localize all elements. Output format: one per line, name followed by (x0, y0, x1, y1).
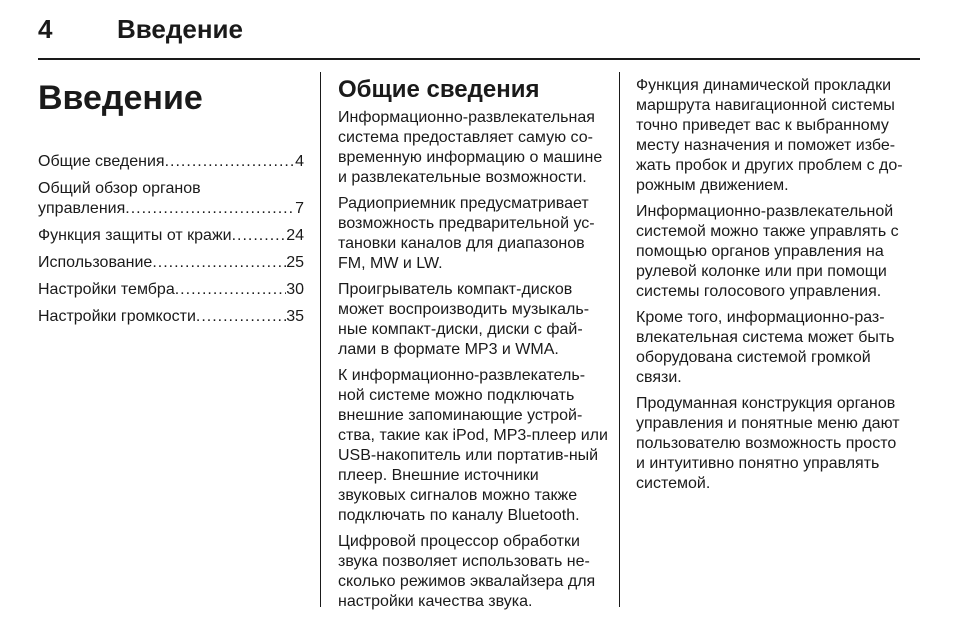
toc-column (38, 70, 304, 334)
toc-leader (196, 307, 286, 327)
toc-label: Использование (38, 254, 153, 271)
toc-label: Общие сведения (38, 153, 165, 170)
toc-entry[interactable] (38, 226, 304, 246)
running-title: Введение (117, 14, 243, 44)
body-column-right (636, 76, 906, 500)
header-rule (38, 58, 920, 60)
body-paragraph: Проигрыватель компакт-дисков может воспроизводить музыкаль-ные компакт-диски, диски с фай-лами в формате MP3 и WMA. (338, 281, 590, 358)
toc-page: 4 (295, 153, 304, 170)
toc-page: 24 (286, 227, 304, 244)
toc-entry[interactable] (38, 152, 304, 172)
toc-page: 30 (286, 281, 304, 298)
body-paragraph: Цифровой процессор обработки звука позволяет использовать не-сколько режимов эквалайзера для настройки качества звука. (338, 533, 596, 610)
toc-label-line1: Общий обзор органов (38, 180, 201, 197)
toc-leader (175, 280, 286, 300)
toc-entry[interactable] (38, 307, 304, 327)
body-paragraph: К информационно-развлекатель-ной системе можно подключать внешние запоминающие устрой-ства, такие как iPod, MP3-плеер или USB-накопитель или портатив-ный плеер. Внешние источники звуковых сигналов можно также подключать по каналу Bluetooth. (338, 367, 608, 524)
toc-label: Настройки тембра (38, 281, 175, 298)
toc-label: управления (38, 200, 126, 217)
page-number: 4 (38, 14, 53, 44)
toc-label: Функция защиты от кражи (38, 227, 232, 244)
body-paragraph: Продуманная конструкция органов управления и понятные меню дают пользователю возможность просто и интуитивно понятно управлять системой. (636, 395, 900, 492)
toc-page: 25 (286, 254, 304, 271)
body-column-middle (338, 76, 610, 618)
section-title: Общие сведения (338, 76, 540, 103)
toc-leader (125, 199, 295, 219)
toc-label: Настройки громкости (38, 308, 196, 325)
body-paragraph: Функция динамической прокладки маршрута навигационной системы точно приведет вас к выбранному месту назначения и поможет избе-жать пробок и других проблем с до-рожным движением. (636, 77, 903, 194)
body-paragraph: Кроме того, информационно-раз-влекательная система может быть оборудована системой громкой связи. (636, 309, 895, 386)
body-paragraph: Информационно-развлекательная система предоставляет самую со-временную информацию о машине и развлекательные возможности. (338, 109, 603, 186)
chapter-title: Введение (38, 79, 203, 117)
page-header (0, 0, 960, 60)
column-divider (619, 72, 620, 607)
toc-leader (232, 226, 287, 246)
toc-leader (152, 253, 286, 273)
toc-leader (165, 152, 296, 172)
body-paragraph: Информационно-развлекательной системой можно также управлять с помощью органов управления на рулевой колонке или при помощи системы голосового управления. (636, 203, 899, 300)
column-divider (320, 72, 321, 607)
toc-page: 7 (295, 200, 304, 217)
toc-page: 35 (286, 308, 304, 325)
toc-entry[interactable] (38, 179, 304, 219)
toc-entry[interactable] (38, 280, 304, 300)
toc-entry[interactable] (38, 253, 304, 273)
body-paragraph: Радиоприемник предусматривает возможность предварительной ус-тановки каналов для диапазонов FM, MW и LW. (338, 195, 595, 272)
